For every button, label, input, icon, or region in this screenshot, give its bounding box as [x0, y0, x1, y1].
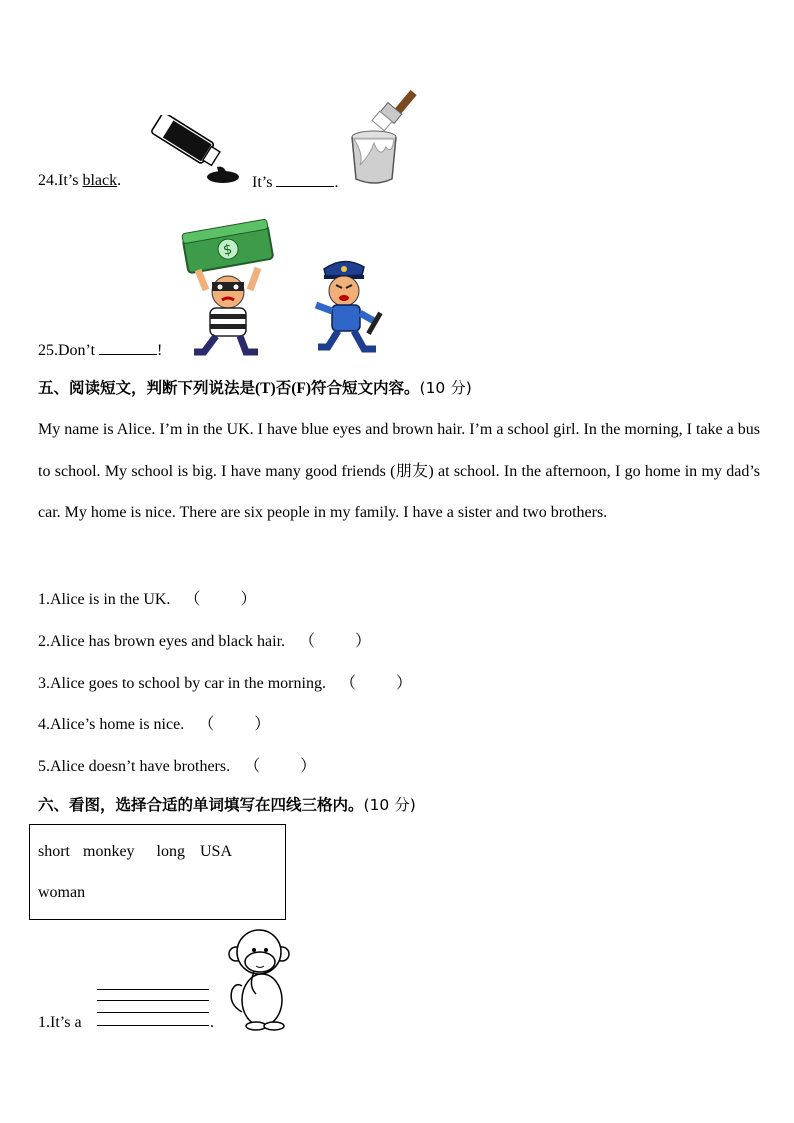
answer-paren[interactable]: （ ） [198, 716, 271, 733]
statement-4: 4.Alice’s home is nice. （ ） [38, 711, 270, 734]
police-officer-icon [312, 255, 392, 357]
word-bank-row-1 [38, 843, 232, 861]
answer-blank[interactable] [276, 172, 334, 187]
paint-tube-icon [145, 115, 240, 187]
word-option: monkey [83, 843, 135, 860]
section-6-heading: 六、看图，选择合适的单词填写在四线三格内。(10 分) [38, 796, 416, 814]
word-option: woman [38, 884, 86, 901]
word-option: short [38, 843, 70, 860]
answer-paren[interactable]: （ ） [299, 633, 372, 650]
answer-blank[interactable] [99, 340, 157, 355]
section-5-heading: 五、阅读短文，判断下列说法是(T)否(F)符合短文内容。(10 分) [38, 379, 472, 397]
question-number: 24. [38, 172, 58, 189]
word-bank-box [29, 824, 286, 920]
answer-paren[interactable]: （ ） [339, 675, 412, 692]
answer-paren[interactable]: （ ） [244, 758, 317, 775]
answer-paren[interactable]: （ ） [184, 591, 257, 608]
word-option: long [156, 843, 185, 860]
sentence-end: . [210, 1014, 214, 1031]
word-bank-row-2 [38, 884, 85, 902]
statement-5: 5.Alice doesn’t have brothers. （ ） [38, 753, 316, 776]
question-24-blank-line: It’s . [252, 174, 339, 191]
answer-black: black [82, 172, 118, 189]
grid-line [97, 989, 209, 990]
thief-with-money-icon [178, 218, 278, 358]
white-paint-bucket-icon [348, 85, 428, 187]
question-24: 24.It’s black. [38, 172, 122, 189]
grid-line [97, 1025, 209, 1026]
statement-3: 3.Alice goes to school by car in the morning. （ ） [38, 670, 412, 693]
statement-1: 1.Alice is in the UK. （ ） [38, 586, 256, 609]
monkey-icon [226, 928, 292, 1032]
question-25: 25.Don’t ! [38, 342, 163, 359]
reading-passage: My name is Alice. I’m in the UK. I have blue eyes and brown hair. I’m a school girl. In the morning, I take a bus to school. My school is big. I have many good friends (朋友) at school. In the afternoon, I go home in my dad’s car. My home is nice. There are six people in my family. I have a sister and two brothers. [38, 421, 760, 521]
grid-line [97, 1000, 209, 1001]
section-6-question-1: 1.It’s a [38, 1014, 82, 1031]
svg-text:$: $ [221, 241, 234, 259]
grid-line [97, 1012, 209, 1013]
word-option: USA [200, 843, 233, 860]
statement-2: 2.Alice has brown eyes and black hair. （ ） [38, 628, 371, 651]
